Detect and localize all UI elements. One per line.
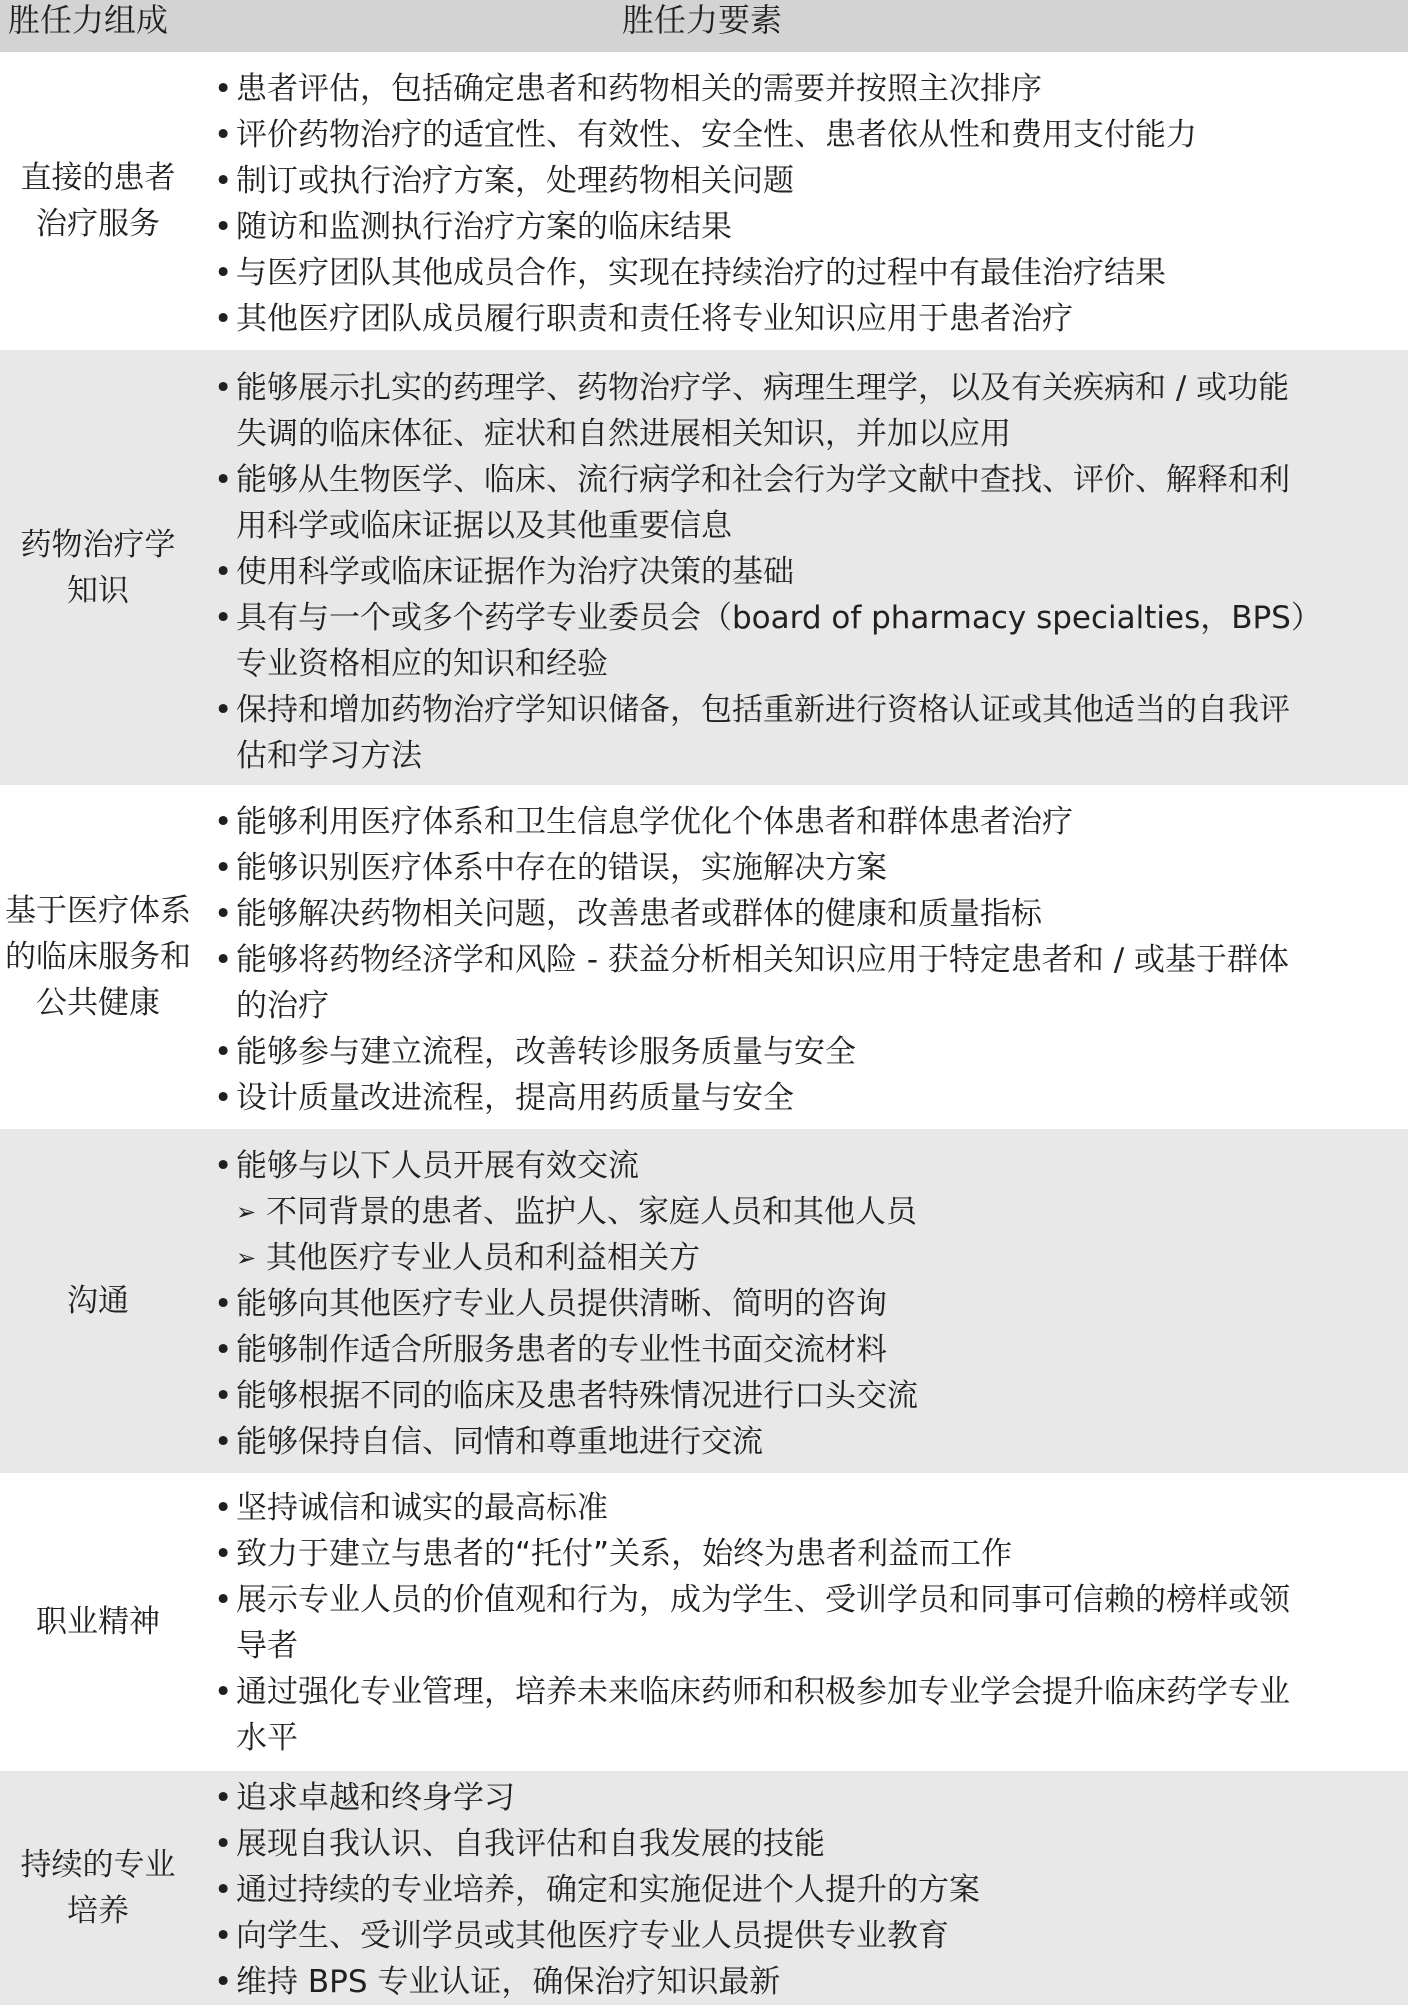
list-item: • 通过持续的专业培养，确定和实施促进个人提升的方案 (214, 1872, 980, 1908)
category-line: 持续的专业 (20, 1847, 176, 1883)
list-item: • 能够识别医疗体系中存在的错误，实施解决方案 (214, 850, 887, 886)
sub-list-item: ➢ 其他医疗专业人员和利益相关方 (236, 1235, 1406, 1281)
category-line: 公共健康 (36, 985, 160, 1021)
list-item: • 追求卓越和终身学习 (214, 1780, 515, 1816)
list-item: • 保持和增加药物治疗学知识储备，包括重新进行资格认证或其他适当的自我评 估和学习方法 (214, 692, 1290, 774)
row-elements (0, 1771, 1408, 2005)
category-line: 直接的患者 (20, 160, 176, 196)
row-elements (0, 1129, 1408, 1473)
list-item: • 患者评估，包括确定患者和药物相关的需要并按照主次排序 (214, 71, 1042, 107)
list-item: • 随访和监测执行治疗方案的临床结果 (214, 209, 732, 245)
row-elements (0, 785, 1408, 1129)
category-line: 知识 (67, 572, 129, 609)
arrow-icon: ➢ (236, 1244, 257, 1272)
category-line: 培养 (67, 1893, 129, 1929)
list-item: • 向学生、受训学员或其他医疗专业人员提供专业教育 (214, 1918, 949, 1954)
list-item: • 能够制作适合所服务患者的专业性书面交流材料 (214, 1332, 887, 1368)
row-elements (0, 52, 1408, 350)
table-row (0, 1771, 1408, 2005)
list-item: • 致力于建立与患者的“托付”关系，始终为患者利益而工作 (214, 1536, 1013, 1572)
list-item: • 展现自我认识、自我评估和自我发展的技能 (214, 1826, 825, 1862)
category-line: 治疗服务 (36, 206, 160, 242)
list-item: • 能够从生物医学、临床、流行病学和社会行为学文献中查找、评价、解释和利 用科学或临床证据以及其他重要信息 (214, 462, 1290, 544)
list-item: • 具有与一个或多个药学专业委员会（board of pharmacy specialties，BPS） 专业资格相应的知识和经验 (214, 600, 1322, 682)
list-item: • 维持 BPS 专业认证，确保治疗知识最新 (214, 1964, 781, 2000)
category-line: 基于医疗体系 (5, 893, 191, 929)
list-item: • 展示专业人员的价值观和行为，成为学生、受训学员和同事可信赖的榜样或领 导者 (214, 1582, 1290, 1664)
table-row (0, 52, 1408, 350)
list-item: • 能够根据不同的临床及患者特殊情况进行口头交流 (214, 1378, 918, 1414)
category-line: 药物治疗学 (20, 526, 176, 563)
table-row (0, 785, 1408, 1129)
list-item: • 评价药物治疗的适宜性、有效性、安全性、患者依从性和费用支付能力 (214, 117, 1197, 153)
list-item: • 通过强化专业管理，培养未来临床药师和积极参加专业学会提升临床药学专业 水平 (214, 1674, 1290, 1756)
table-row (0, 1129, 1408, 1473)
category-line: 职业精神 (36, 1604, 160, 1640)
list-item: • 能够与以下人员开展有效交流 (214, 1148, 639, 1184)
list-item: • 能够将药物经济学和风险 - 获益分析相关知识应用于特定患者和 / 或基于群体 的治疗 (214, 942, 1290, 1024)
table-row (0, 350, 1408, 785)
list-item: • 与医疗团队其他成员合作，实现在持续治疗的过程中有最佳治疗结果 (214, 255, 1166, 291)
table-row (0, 1473, 1408, 1771)
list-item: • 使用科学或临床证据作为治疗决策的基础 (214, 554, 794, 590)
list-item: • 制订或执行治疗方案，处理药物相关问题 (214, 163, 794, 199)
list-item: • 设计质量改进流程，提高用药质量与安全 (214, 1080, 794, 1116)
row-elements (0, 350, 1408, 785)
list-item: • 坚持诚信和诚实的最高标准 (214, 1490, 608, 1526)
list-item: • 能够向其他医疗专业人员提供清晰、简明的咨询 (214, 1286, 887, 1322)
list-item: • 其他医疗团队成员履行职责和责任将专业知识应用于患者治疗 (214, 301, 1073, 337)
category-line: 沟通 (67, 1283, 129, 1319)
row-elements (0, 1473, 1408, 1771)
table-header (0, 0, 1408, 52)
arrow-icon: ➢ (236, 1198, 257, 1226)
list-item: • 能够保持自信、同情和尊重地进行交流 (214, 1424, 763, 1460)
sub-list-item: ➢ 不同背景的患者、监护人、家庭人员和其他人员 (236, 1189, 1406, 1235)
header-competency-component: 胜任力组成 (8, 1, 169, 39)
list-item: • 能够利用医疗体系和卫生信息学优化个体患者和群体患者治疗 (214, 804, 1073, 840)
list-item: • 能够解决药物相关问题，改善患者或群体的健康和质量指标 (214, 896, 1042, 932)
list-item: • 能够参与建立流程，改善转诊服务质量与安全 (214, 1034, 856, 1070)
header-competency-elements: 胜任力要素 (621, 1, 782, 39)
category-line: 的临床服务和 (5, 939, 191, 975)
list-item: • 能够展示扎实的药理学、药物治疗学、病理生理学，以及有关疾病和 / 或功能 失调的临床体征、症状和自然进展相关知识，并加以应用 (214, 370, 1290, 452)
